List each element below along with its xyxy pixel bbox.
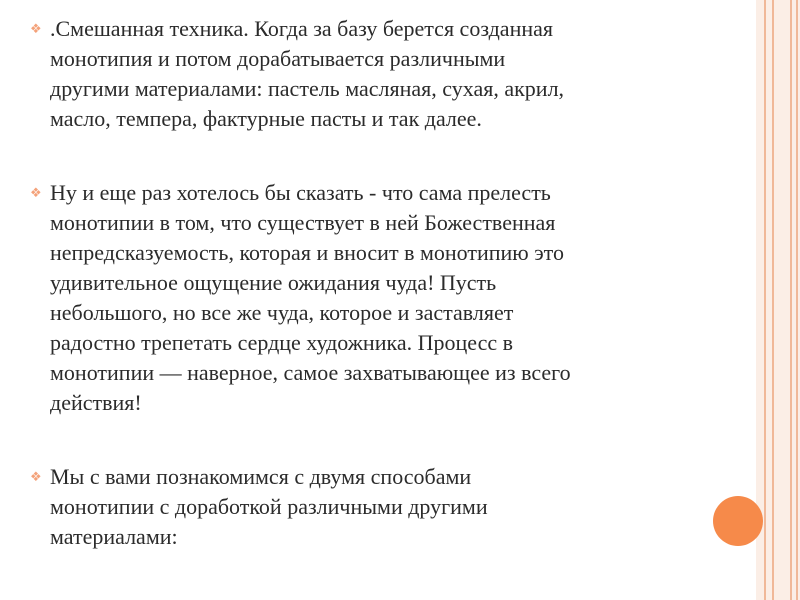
frame-line	[772, 0, 774, 600]
text-line: Мы с вами познакомимся с двумя способами	[50, 464, 472, 489]
text-line: монотипии в том, что существует в ней Божественная	[50, 210, 556, 235]
bullet-paragraph-unpredictability	[30, 178, 690, 418]
text-line: небольшого, но все же чуда, которое и заставляет	[50, 300, 514, 325]
bullet-paragraph-mixed-technique	[30, 14, 690, 134]
frame-line	[764, 0, 766, 600]
bullet-paragraph-two-methods	[30, 462, 690, 552]
text-line: материалами:	[50, 524, 178, 549]
text-line: действия!	[50, 390, 142, 415]
bullet-icon: ❖	[30, 185, 42, 200]
text-line: другими материалами: пастель масляная, сухая, акрил,	[50, 76, 565, 101]
text-line: удивительное ощущение ожидания чуда! Пусть	[50, 270, 497, 295]
orange-circle-decoration	[713, 496, 763, 546]
slide-body	[30, 14, 690, 596]
frame-line	[790, 0, 792, 600]
text-line: радостно трепетать сердце художника. Процесс в	[50, 330, 513, 355]
text-line: монотипии — наверное, самое захватывающее из всего	[50, 360, 571, 385]
frame-line	[796, 0, 798, 600]
text-line: Ну и еще раз хотелось бы сказать - что сама прелесть	[50, 180, 551, 205]
text-line: монотипия и потом дорабатывается различными	[50, 46, 506, 71]
text-line: масло, темпера, фактурные пасты и так далее.	[50, 106, 482, 131]
decorative-frame	[756, 0, 800, 600]
text-line: непредсказуемость, которая и вносит в монотипию это	[50, 240, 565, 265]
text-line: .Смешанная техника. Когда за базу берется созданная	[50, 16, 554, 41]
bullet-icon: ❖	[30, 469, 42, 484]
bullet-icon: ❖	[30, 21, 42, 36]
text-line: монотипии с доработкой различными другими	[50, 494, 488, 519]
